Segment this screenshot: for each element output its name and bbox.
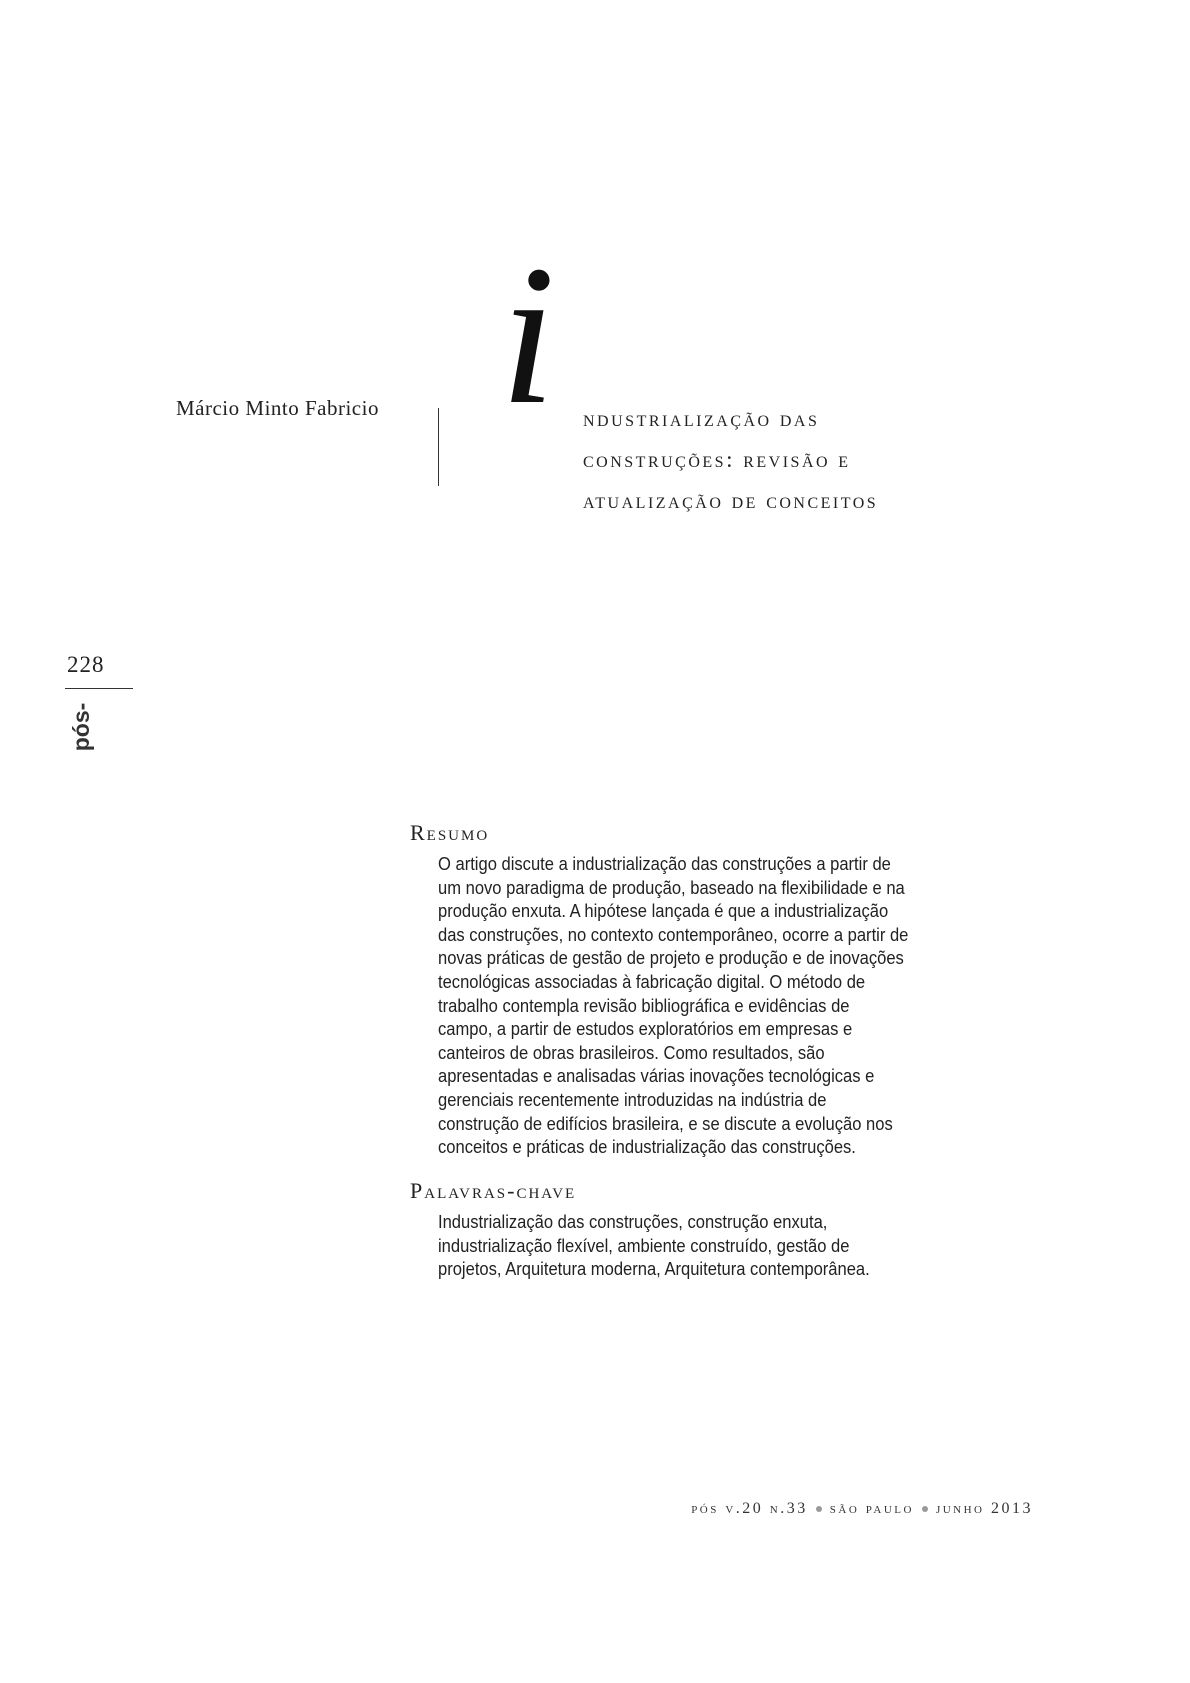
title-line: construções: revisão e — [583, 447, 851, 472]
footer-separator-dot — [816, 1506, 822, 1512]
abstract-heading: Resumo — [410, 820, 490, 845]
abstract-line: canteiros de obras brasileiros. Como resultados, são — [438, 1042, 825, 1063]
footer-city: são paulo — [829, 1500, 914, 1517]
author-name: Márcio Minto Fabricio — [176, 396, 379, 420]
keywords-line: Industrialização das construções, construção enxuta, — [438, 1212, 828, 1232]
abstract-line: das construções, no contexto contemporâneo, ocorre a partir de — [438, 924, 909, 945]
abstract-line: construção de edifícios brasileira, e se discute a evolução nos — [438, 1113, 893, 1134]
abstract-line: produção enxuta. A hipótese lançada é que a industrialização — [438, 901, 889, 922]
title-line: ndustrialização das — [583, 406, 820, 431]
keywords-line: industrialização flexível, ambiente construído, gestão de — [438, 1235, 850, 1256]
footer-separator-dot — [922, 1506, 928, 1512]
abstract-line: um novo paradigma de produção, baseado na flexibilidade e na — [438, 877, 905, 898]
journal-side-label: pós- — [68, 702, 94, 752]
abstract-line: campo, a partir de estudos exploratórios em empresas e — [438, 1019, 853, 1040]
keywords-line: projetos, Arquitetura moderna, Arquitetura contemporânea. — [438, 1259, 870, 1280]
abstract-line: gerenciais recentemente introduzidas na indústria de — [438, 1089, 827, 1110]
title-line: atualização de conceitos — [583, 488, 879, 513]
author-divider — [438, 408, 439, 486]
abstract-line: O artigo discute a industrialização das construções a partir de — [438, 854, 891, 874]
article-title — [583, 398, 878, 521]
abstract-line: trabalho contempla revisão bibliográfica e evidências de — [438, 995, 850, 1016]
abstract-text — [438, 853, 935, 1160]
footer-date: junho 2013 — [935, 1500, 1033, 1517]
page-number-rule — [65, 688, 133, 689]
abstract-line: tecnológicas associadas à fabricação digital. O método de — [438, 971, 866, 992]
keywords-heading: Palavras-chave — [410, 1178, 577, 1203]
title-dropcap: i — [500, 225, 556, 446]
abstract-line: apresentadas e analisadas várias inovações tecnológicas e — [438, 1066, 875, 1087]
page-number: 228 — [67, 652, 105, 677]
footer-journal: pós v.20 n.33 — [691, 1500, 808, 1517]
keywords-text — [438, 1211, 935, 1282]
abstract-line: novas práticas de gestão de projeto e produção e de inovações — [438, 948, 904, 969]
page-footer — [691, 1500, 1033, 1518]
abstract-line: conceitos e práticas de industrialização das construções. — [438, 1137, 856, 1158]
